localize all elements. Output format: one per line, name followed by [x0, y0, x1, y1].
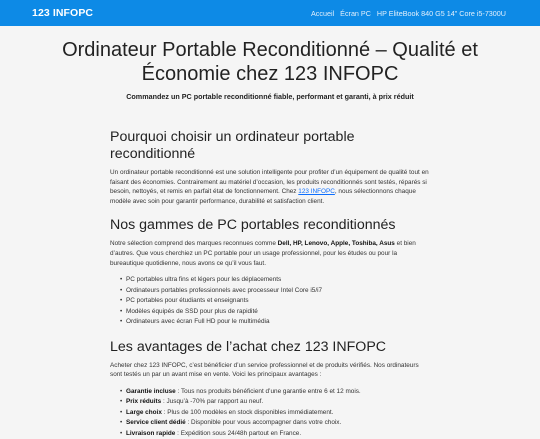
nav-link-ecran-pc[interactable]: Écran PC [340, 8, 371, 18]
advantage-text: : Plus de 100 modèles en stock disponibles immédiatement. [161, 408, 334, 416]
page-title: Ordinateur Portable Reconditionné – Qualité et Économie chez 123 INFOPC [62, 39, 478, 85]
advantage-label: Prix réduits [126, 398, 162, 406]
paragraph-text: et bien d’autres. Que vous cherchiez un PC portable pour un usage professionnel, pour les études ou pour la bureautique quotidienne, nous avons ce qu’il vous faut. [110, 240, 416, 267]
advantage-label: Garantie incluse [126, 387, 176, 395]
paragraph-text: Notre sélection comprend des marques reconnues comme [110, 240, 278, 248]
advantage-label: Livraison rapide [126, 429, 176, 437]
section-heading-why: Pourquoi choisir un ordinateur portable reconditionné [110, 129, 355, 162]
list-item: • PC portables ultra fins et légers pour les déplacements [120, 275, 430, 286]
list-item [120, 397, 430, 408]
page-subtitle: Commandez un PC portable reconditionné fiable, performant et garanti, à prix réduit [126, 92, 414, 101]
top-navbar [0, 0, 540, 26]
advantage-text: : Tous nos produits bénéficient d’une garantie entre 6 et 12 mois. [175, 387, 361, 395]
nav-links [311, 9, 506, 18]
advantage-label: Large choix [126, 408, 162, 416]
section-heading-ranges: Nos gammes de PC portables reconditionnés [110, 217, 396, 234]
list-item: • Ordinateurs avec écran Full HD pour le multimédia [120, 317, 430, 328]
list-item [120, 387, 430, 398]
paragraph-text: , nous sélectionnons chaque modèle avec soin pour garantir performance, durabilité et satisfaction client. [110, 188, 416, 205]
advantages-list [120, 387, 430, 439]
list-item: • Modèles équipés de SSD pour plus de rapidité [120, 307, 430, 318]
list-item: • PC portables pour étudiants et enseignants [120, 296, 430, 307]
hero [0, 26, 540, 101]
advantage-text: : Disponible pour vous accompagner dans votre choix. [185, 419, 342, 427]
list-item [120, 429, 430, 439]
main-content [0, 101, 540, 439]
nav-link-accueil[interactable]: Accueil [310, 8, 335, 18]
brand-names: Dell, HP, Lenovo, Apple, Toshiba, Asus [277, 240, 395, 248]
section-paragraph-ranges [110, 239, 430, 268]
section-heading-advantages: Les avantages de l’achat chez 123 INFOPC [110, 338, 387, 355]
paragraph-text: Un ordinateur portable reconditionné est une solution intelligente pour profiter d’un équipement de qualité tout en faisant des économies. Contrairement au matériel d’occasion, les produits reconditionnés sont testés, réparés si besoin, nettoyés, et remis en parfait état de fonctionnement. Chez [110, 169, 429, 196]
list-item [120, 418, 430, 429]
list-item [120, 408, 430, 419]
section-paragraph-advantages: Acheter chez 123 INFOPC, c’est bénéficier d’un service professionnel et de produits vérifiés. Nos ordinateurs sont testés un par un avant mise en vente. Voici les principaux avantages : [110, 361, 419, 379]
list-item: • Ordinateurs portables professionnels avec processeur Intel Core i5/i7 [120, 286, 430, 297]
ranges-list [120, 275, 430, 328]
nav-link-hp-elitebook[interactable]: HP EliteBook 840 G5 14" Core i5-7300U [376, 8, 506, 18]
section-paragraph-why [110, 168, 430, 206]
infopc-link[interactable]: 123 INFOPC [298, 188, 335, 196]
advantage-text: : Jusqu’à -70% par rapport au neuf. [161, 398, 264, 406]
advantage-text: : Expédition sous 24/48h partout en France. [175, 429, 302, 437]
advantage-label: Service client dédié [126, 419, 186, 427]
brand-logo[interactable]: 123 INFOPC [32, 7, 94, 19]
